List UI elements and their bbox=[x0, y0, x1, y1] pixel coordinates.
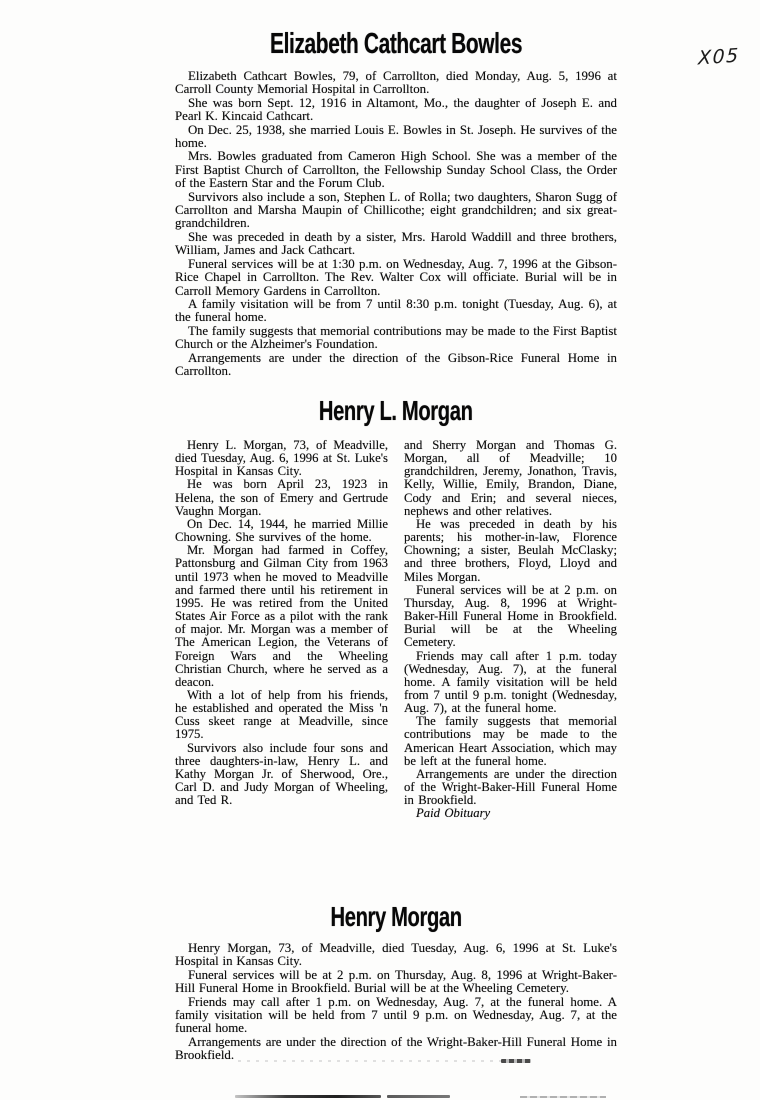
obituary-paragraph: The family suggests that memorial contributions may be made to the First Baptist Church or the Alzheimer's Foundation. bbox=[175, 323, 617, 352]
obituary-paragraph: Survivors also include a son, Stephen L. of Rolla; two daughters, Sharon Sugg of Carrollton and Marsha Maupin of Chillicothe; eight grandchildren; and six great-grandchildren. bbox=[175, 189, 617, 231]
obituary-bowles bbox=[175, 30, 617, 378]
obituary-paragraph: Friends may call after 1 p.m. today (Wednesday, Aug. 7), at the funeral home. A family visitation will be held from 7 until 9 p.m. tonight (Wednesday, Aug. 7), at the funeral home. bbox=[404, 648, 617, 716]
obituary-title-text: Henry Morgan bbox=[330, 901, 462, 932]
obituary-right-column bbox=[404, 439, 617, 821]
obituary-paragraph: Henry L. Morgan, 73, of Meadville, died Tuesday, Aug. 6, 1996 at St. Luke's Hospital in Kansas City. bbox=[175, 438, 388, 479]
scan-artifact-rule bbox=[387, 1095, 450, 1098]
obituary-paragraph: Arrangements are under the direction of the Wright-Baker-Hill Funeral Home in Brookfield. bbox=[175, 1034, 617, 1063]
obituary-henry-morgan bbox=[175, 903, 617, 1063]
obituary-paragraph: Mr. Morgan had farmed in Coffey, Pattonsburg and Gilman City from 1963 until 1973 when he moved to Meadville and farmed there until his retirement in 1995. He was retired from the United States Air Force as a pilot with the rank of major. Mr. Morgan was a member of The American Legion, the Veterans of Foreign Wars and the Wheeling Christian Church, where he served as a deacon. bbox=[175, 543, 388, 689]
scan-artifact-blob bbox=[501, 1059, 531, 1063]
obituary-title-henry-morgan bbox=[175, 903, 617, 932]
handwritten-annotation: X05 bbox=[697, 44, 741, 70]
obituary-paragraph: Funeral services will be at 2 p.m. on Thursday, Aug. 8, 1996 at Wright-Baker-Hill Funeral Home in Brookfield. Burial will be at the Wheeling Cemetery. bbox=[404, 582, 617, 650]
obituary-paragraph: He was preceded in death by his parents; his mother-in-law, Florence Chowning; a sister, Beulah McClasky; and three brothers, Floyd, Lloyd and Miles Morgan. bbox=[404, 516, 617, 584]
obituary-title-text: Elizabeth Cathcart Bowles bbox=[269, 28, 523, 60]
obituary-paragraph-continuation: and Sherry Morgan and Thomas G. Morgan, all of Meadville; 10 grandchildren, Jeremy, Jonathon, Travis, Kelly, Willie, Emily, Brandon, Diane, Cody and Erin; and several nieces, nephews and other relatives. bbox=[404, 438, 617, 518]
obituary-paragraph: Funeral services will be at 2 p.m. on Thursday, Aug. 8, 1996 at Wright-Baker-Hill Funeral Home in Brookfield. Burial will be at the Wheeling Cemetery. bbox=[175, 967, 617, 996]
scan-artifact-dots bbox=[238, 1060, 503, 1062]
obituary-body-henry-morgan bbox=[175, 942, 617, 1063]
scan-artifact-rule bbox=[520, 1096, 606, 1098]
obituary-paragraph: The family suggests that memorial contributions may be made to the American Heart Association, which may be left at the funeral home. bbox=[404, 714, 617, 768]
obituary-paragraph: Arrangements are under the direction of the Gibson-Rice Funeral Home in Carrollton. bbox=[175, 350, 617, 378]
obituary-paragraph: Arrangements are under the direction of the Wright-Baker-Hill Funeral Home in Brookfield. bbox=[404, 766, 617, 808]
obituary-paragraph: Survivors also include four sons and three daughters-in-law, Henry L. and Kathy Morgan Jr. of Sherwood, Ore., Carl D. and Judy Morgan of Wheeling, and Ted R. bbox=[175, 740, 388, 808]
scan-artifact-rule bbox=[235, 1095, 381, 1098]
obituary-paragraph: She was born Sept. 12, 1916 in Altamont, Mo., the daughter of Joseph E. and Pearl K. Kincaid Cathcart. bbox=[175, 95, 617, 124]
obituary-title-text: Henry L. Morgan bbox=[319, 395, 473, 426]
obituary-paragraph: Funeral services will be at 1:30 p.m. on Wednesday, Aug. 7, 1996 at the Gibson-Rice Chapel in Carrollton. The Rev. Walter Cox will officiate. Burial will be in Carroll Memory Gardens in Carrollton. bbox=[175, 256, 617, 298]
obituary-left-column bbox=[175, 439, 388, 821]
obituary-title-henry-l-morgan bbox=[175, 397, 617, 426]
obituary-body-bowles bbox=[175, 70, 617, 378]
obituary-henry-l-morgan bbox=[175, 397, 617, 821]
paid-obituary-note: Paid Obituary bbox=[416, 806, 491, 821]
obituary-paragraph: She was preceded in death by a sister, Mrs. Harold Waddill and three brothers, William, James and Jack Cathcart. bbox=[175, 229, 617, 258]
obituary-paragraph: A family visitation will be from 7 until 8:30 p.m. tonight (Tuesday, Aug. 6), at the funeral home. bbox=[175, 296, 617, 325]
obituary-paragraph: With a lot of help from his friends, he established and operated the Miss 'n Cuss skeet range at Meadville, since 1975. bbox=[175, 687, 388, 742]
obituary-columns bbox=[175, 439, 617, 821]
obituary-paragraph: Friends may call after 1 p.m. on Wednesday, Aug. 7, at the funeral home. A family visitation will be held from 7 until 9 p.m. on Wednesday, Aug. 7, at the funeral home. bbox=[175, 994, 617, 1036]
obituary-paragraph: Henry Morgan, 73, of Meadville, died Tuesday, Aug. 6, 1996 at St. Luke's Hospital in Kansas City. bbox=[175, 941, 617, 969]
obituary-title-bowles bbox=[175, 30, 617, 59]
obituary-paragraph: Mrs. Bowles graduated from Cameron High School. She was a member of the First Baptist Church of Carrollton, the Fellowship Sunday School Class, the Order of the Eastern Star and the Forum Club. bbox=[175, 149, 617, 191]
obituary-paragraph: On Dec. 25, 1938, she married Louis E. Bowles in St. Joseph. He survives of the home. bbox=[175, 122, 617, 151]
obituary-paragraph: Elizabeth Cathcart Bowles, 79, of Carrollton, died Monday, Aug. 5, 1996 at Carroll County Memorial Hospital in Carrollton. bbox=[175, 69, 617, 97]
obituary-paragraph: He was born April 23, 1923 in Helena, the son of Emery and Gertrude Vaughn Morgan. bbox=[175, 477, 388, 518]
obituary-paragraph: On Dec. 14, 1944, he married Millie Chowning. She survives of the home. bbox=[175, 516, 388, 545]
